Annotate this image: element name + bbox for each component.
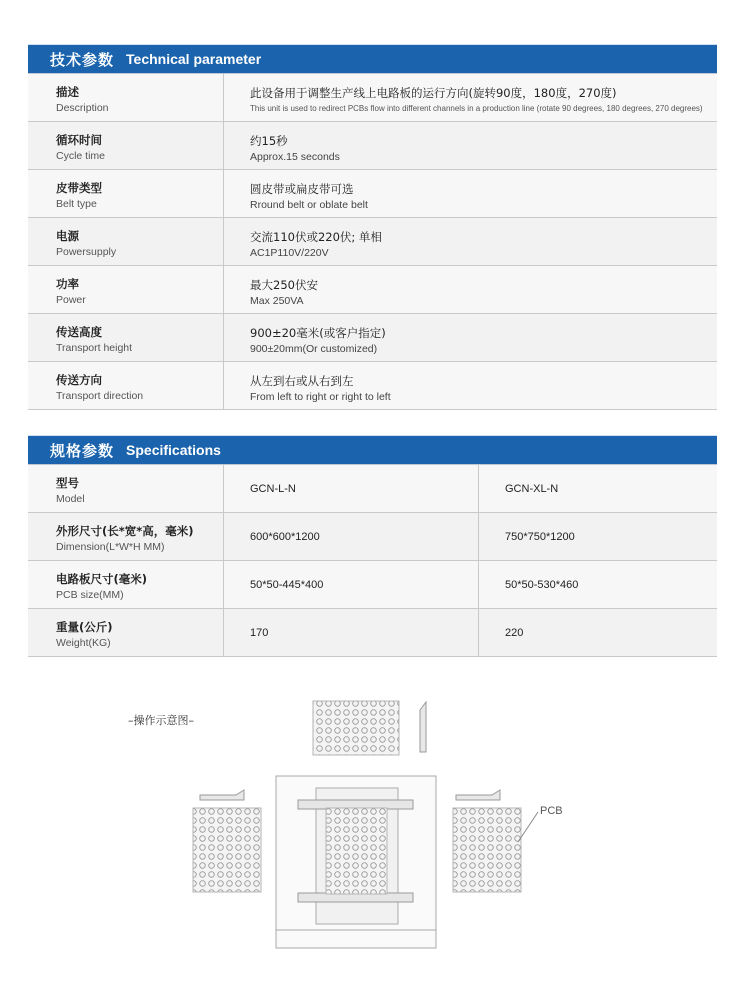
row-label-cn: 型号 (56, 476, 79, 490)
row-label-cn: 功率 (56, 277, 79, 291)
diagram-caption: –操作示意图– (128, 714, 194, 727)
row-value-en: This unit is used to redirect PCBs flow into different channels in a production line (rotate 90 degrees, 180 degrees, 270 degrees) (250, 104, 703, 113)
table-row (28, 74, 717, 122)
technical-table (28, 74, 717, 410)
row-label-en: Cycle time (56, 150, 106, 162)
technical-parameter-header (28, 44, 717, 74)
specifications-section (28, 435, 717, 657)
row-label-en: Transport direction (56, 390, 144, 402)
pcb-board-right (453, 808, 521, 892)
table-row (28, 218, 717, 266)
row-label-cn: 外形尺寸(长*宽*高，毫米) (56, 524, 194, 538)
table-row (28, 122, 717, 170)
row-value-cn: 从左到右或从右到左 (250, 374, 354, 388)
pcb-board-left (193, 808, 261, 892)
section-title-cn: 规格参数 (50, 441, 115, 460)
row-value-en: Approx.15 seconds (250, 151, 340, 163)
table-row (28, 513, 717, 561)
table-row (28, 170, 717, 218)
row-label-en: Transport height (56, 342, 133, 354)
row-value-cn: 900±20毫米(或客户指定) (250, 326, 386, 340)
table-row (28, 362, 717, 410)
row-label-cn: 电路板尺寸(毫米) (56, 572, 148, 586)
row-label-en: Weight(KG) (56, 637, 111, 649)
pcb-board-top (313, 701, 399, 755)
row-value-cn: 约15秒 (250, 134, 288, 148)
table-row (28, 314, 717, 362)
row-label-en: PCB size(MM) (56, 589, 124, 601)
row-value-en: From left to right or right to left (250, 391, 391, 403)
table-row (28, 609, 717, 657)
operation-diagram (0, 690, 750, 990)
arrow-right-icon (200, 790, 244, 800)
spec-cell-pcb-size-2: 50*50-530*460 (505, 578, 579, 591)
spec-cell-pcb-size-1: 50*50-445*400 (224, 561, 479, 608)
row-label-en: Dimension(L*W*H MM) (56, 541, 165, 553)
row-label-cn: 皮带类型 (56, 181, 102, 195)
row-label-en: Description (56, 102, 109, 114)
row-label-cn: 重量(公斤) (56, 620, 113, 634)
row-label-cn: 循环时间 (56, 133, 102, 147)
section-title-cn: 技术参数 (50, 50, 115, 69)
row-label-cn: 传送方向 (56, 373, 102, 387)
spec-cell-model-1: GCN-L-N (224, 465, 479, 512)
table-row (28, 465, 717, 513)
spec-cell-model-2: GCN-XL-N (505, 482, 559, 495)
row-value-en: Rround belt or oblate belt (250, 199, 368, 211)
technical-parameter-section (28, 44, 717, 410)
arrow-right-icon (456, 790, 500, 800)
row-label-en: Power (56, 294, 86, 306)
row-value-cn: 圆皮带或扁皮带可选 (250, 182, 354, 196)
pcb-label: PCB (540, 805, 563, 817)
section-title-en: Specifications (126, 442, 221, 458)
row-value-cn: 此设备用于调整生产线上电路板的运行方向(旋转90度，180度，270度) (250, 86, 617, 100)
spec-cell-dimension-1: 600*600*1200 (224, 513, 479, 560)
spec-cell-dimension-2: 750*750*1200 (505, 530, 575, 543)
arrow-up-icon (420, 702, 426, 752)
row-label-cn: 描述 (56, 85, 79, 99)
section-title-en: Technical parameter (126, 51, 262, 67)
pcb-board-center (326, 808, 387, 894)
table-row (28, 266, 717, 314)
row-value-en: 900±20mm(Or customized) (250, 343, 378, 355)
row-value-en: AC1P110V/220V (250, 247, 329, 259)
spec-cell-weight-1: 170 (224, 609, 479, 656)
row-label-en: Powersupply (56, 246, 117, 258)
row-label-en: Belt type (56, 198, 97, 210)
spec-cell-weight-2: 220 (505, 626, 524, 639)
row-label-cn: 传送高度 (56, 325, 102, 339)
specifications-table (28, 465, 717, 657)
row-value-cn: 最大250伏安 (250, 278, 318, 292)
row-value-cn: 交流110伏或220伏; 单相 (250, 230, 382, 244)
row-label-cn: 电源 (56, 229, 79, 243)
row-label-en: Model (56, 493, 85, 505)
table-row (28, 561, 717, 609)
specifications-header (28, 435, 717, 465)
row-value-en: Max 250VA (250, 295, 304, 307)
